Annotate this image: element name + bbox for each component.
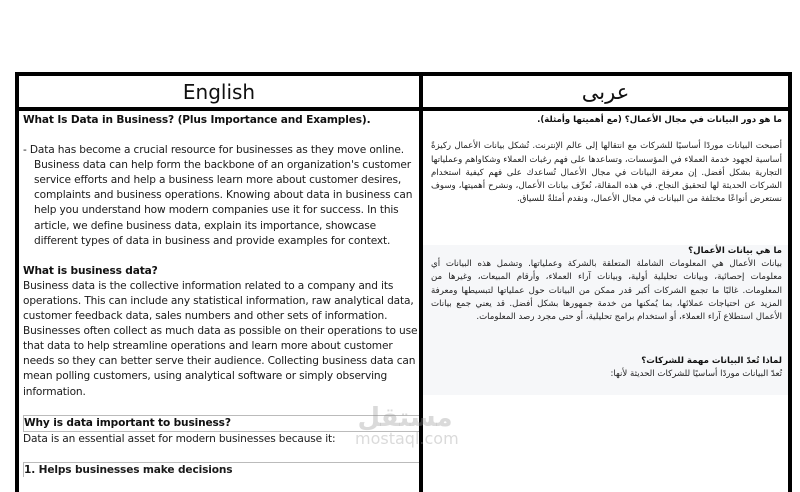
bilingual-translation-table: [15, 72, 792, 492]
spacer: [431, 127, 782, 140]
spacer: [431, 325, 782, 355]
arabic-section1-heading: ما هي بيانات الأعمال؟: [688, 245, 782, 256]
arabic-column-header: عربى: [581, 79, 630, 104]
english-title: What Is Data in Business? (Plus Importance and Examples).: [23, 114, 371, 126]
english-column-header: English: [182, 79, 256, 104]
table-header-row: [19, 76, 788, 111]
arabic-intro-paragraph: أصبحت البيانات موردًا أساسيًا للشركات مع انتقالها إلى عالم الإنترنت. تُشكل بيانات الأعمال ركيزةً أساسية لجهود خدمة العملاء في المؤسسات، وتساعدها على فهم رغبات العملاء وشكاواهم وعملياتها التجارية بشكل أفضل. إن معرفة البيانات في مجال الأعمال تُساعدك على فهم كيفية استخدام الشركات الحديثة لها لتحقيق النجاح. في هذه المقالة، نُعرِّف بيانات الأعمال، ونشرح أهميتها، وسوف نستعرض أنواعًا مختلفة من البيانات في مجال الأعمال، ونقدم أمثلةً للسياق.: [431, 141, 782, 205]
spacer: [431, 381, 782, 395]
english-section2-body: Data is an essential asset for modern businesses because it:: [23, 432, 336, 445]
arabic-title: ما هو دور البيانات في مجال الأعمال؟ (مع أهميتها وأمثلة).: [537, 115, 782, 125]
english-column: [19, 111, 419, 492]
arabic-section2-body: تُعدّ البيانات موردًا أساسيًا للشركات الحديثة لأنها:: [610, 368, 782, 379]
english-section3-heading: 1. Helps businesses make decisions: [23, 462, 419, 477]
arabic-section2-heading: لماذا تُعدّ البيانات مهمة للشركات؟: [641, 355, 782, 366]
spacer: [23, 128, 419, 143]
spacer: [23, 400, 419, 415]
english-section2-heading: Why is data important to business?: [23, 415, 419, 432]
table-body-row: [19, 111, 788, 492]
arabic-section1-body: بيانات الأعمال هي المعلومات الشاملة المتعلقة بالشركة وعملياتها. وتشمل هذه البيانات أي معلومات إحصائية، وبيانات تحليلية أولية، وبيانات آراء العملاء، وأرقام المبيعات، وغيرها من المعلومات. غالبًا ما تجمع الشركات أكبر قدر ممكن من البيانات حول عملياتها لتبسيطها ومعرفة المزيد عن احتياجات عملائها، بما يُمكنها من خدمة جمهورها بشكل أفضل. قد يعني جمع بيانات الأعمال استطلاع آراء العملاء، أو استخدام برامج تحليلية، أو حتى مجرد رصد المعلومات.: [431, 259, 782, 323]
spacer: [23, 249, 419, 264]
spacer: [431, 207, 782, 245]
watermark-latin-text: mostaql.com: [355, 429, 459, 448]
watermark-arabic-text: مستقل: [357, 403, 453, 433]
arabic-column: [423, 111, 788, 492]
english-section1-body: Business data is the collective information related to a company and its operations. This can include any statistical information, raw analytical data, customer feedback data, sales numbers and other sets of information. Businesses often collect as much data as possible on their operations to use that data to help streamline operations and learn more about customer needs so they can better serve their audience. Collecting business data can mean polling customers, using analytical software or simply observing information.: [23, 279, 418, 398]
english-section1-heading: What is business data?: [23, 264, 158, 277]
spacer: [23, 447, 419, 462]
arabic-section1: [423, 245, 788, 395]
english-intro-paragraph: - Data has become a crucial resource for businesses as they move online. Business data can help form the backbone of an organization's customer service efforts and help a business learn more about customer desires, complaints and business operations. Knowing about data in business can help you understand how modern companies use it for success. In this article, we define business data, explain its importance, showcase different types of data in business and provide examples for context.: [23, 144, 413, 247]
